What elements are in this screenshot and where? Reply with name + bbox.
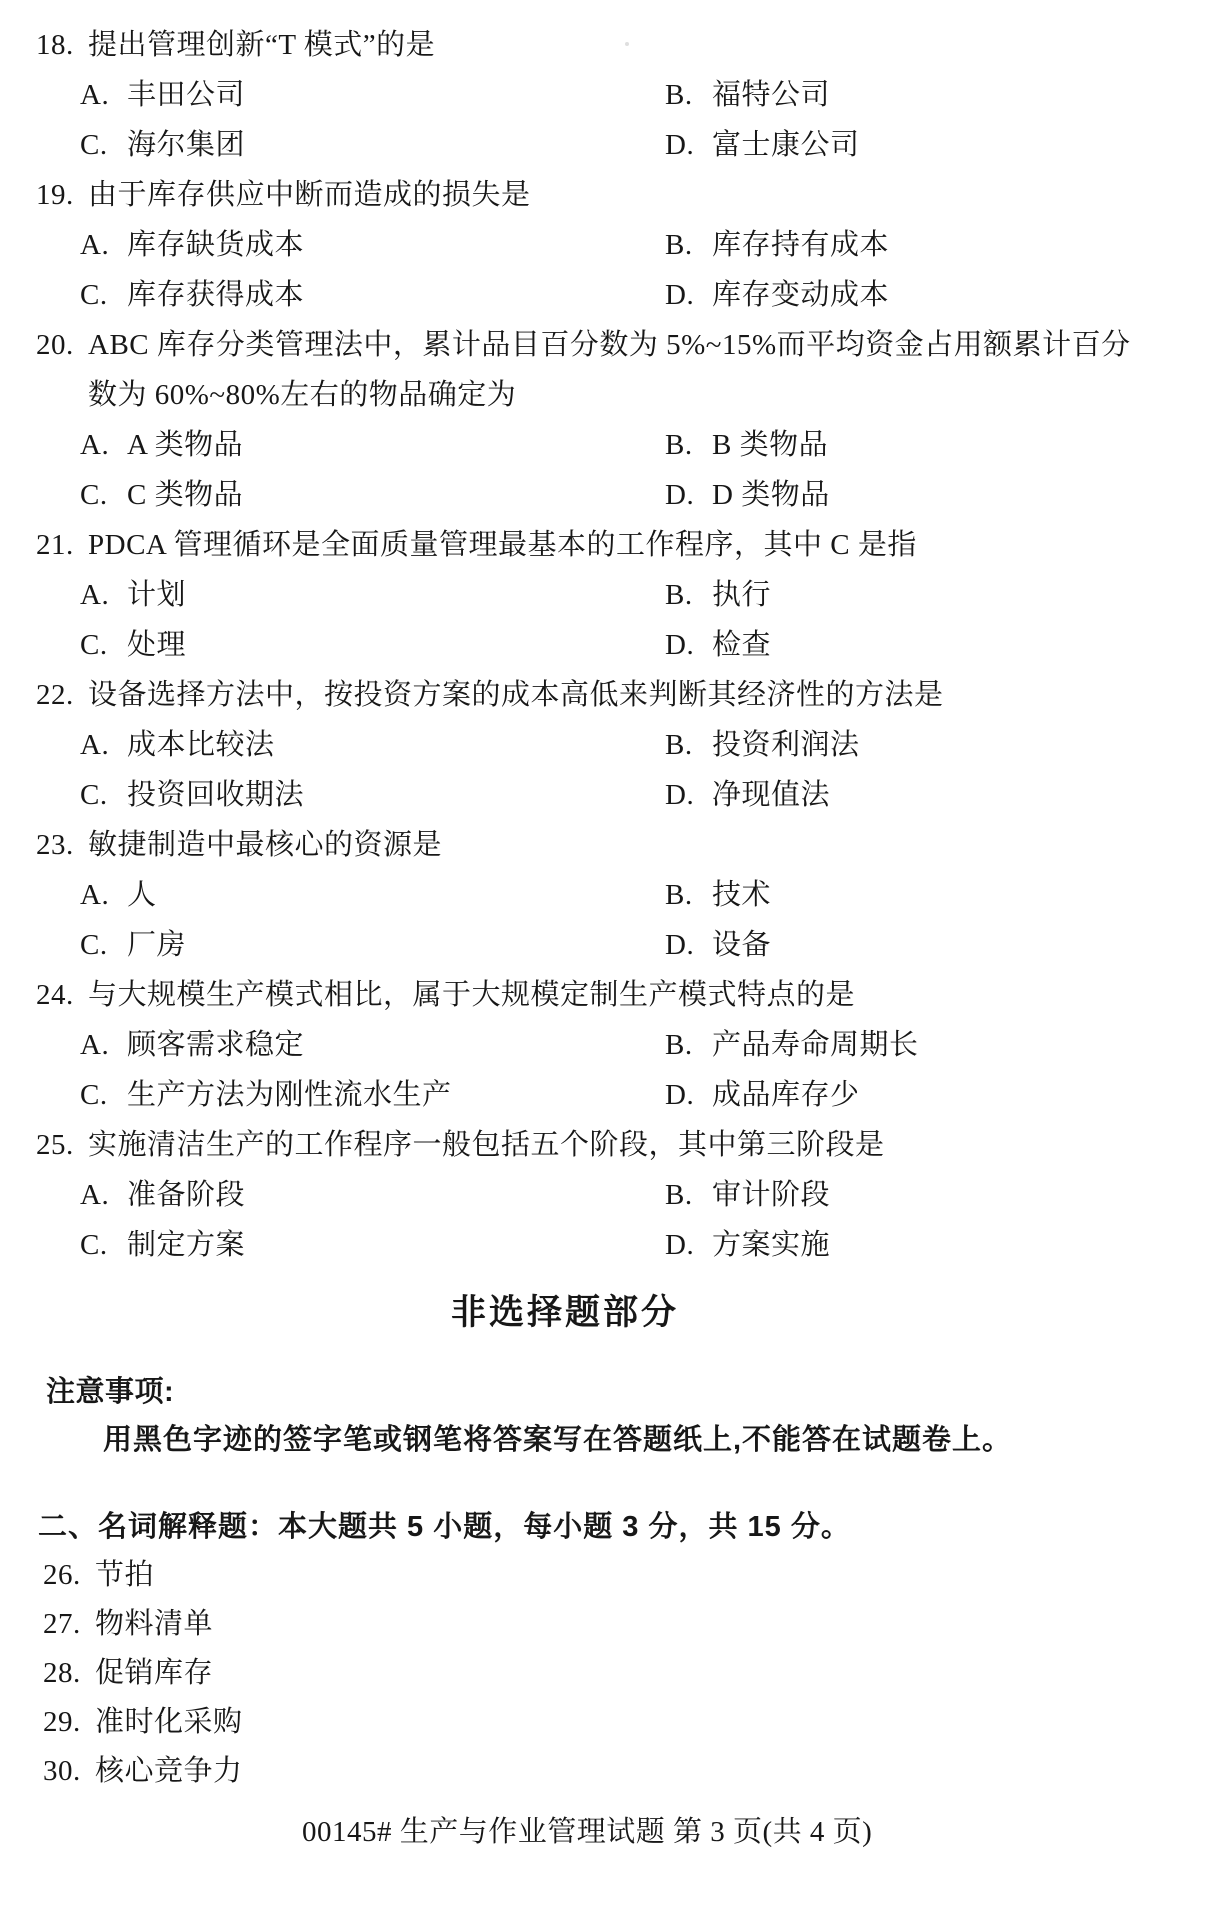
- term-number: 29.: [43, 1706, 81, 1738]
- scan-speck: [625, 42, 629, 46]
- option-text: 库存持有成本: [712, 229, 890, 261]
- option-letter: A.: [80, 79, 110, 111]
- question-number: 23.: [36, 829, 74, 861]
- option-text: 顾客需求稳定: [127, 1029, 305, 1061]
- option-letter: D.: [665, 779, 695, 811]
- option-text: 制定方案: [127, 1229, 246, 1261]
- option-text: 设备: [712, 929, 772, 961]
- option-letter: B.: [665, 579, 693, 611]
- term-number: 30.: [43, 1755, 81, 1787]
- option-text: 成本比较法: [127, 729, 275, 761]
- option: [80, 627, 186, 663]
- question-stem-text: 提出管理创新“T 模式”的是: [88, 29, 436, 61]
- option: [80, 1177, 245, 1213]
- option: [80, 727, 275, 763]
- option-letter: A.: [80, 1179, 110, 1211]
- question-number: 18.: [36, 29, 74, 61]
- option-letter: C.: [80, 1229, 108, 1261]
- option-letter: B.: [665, 79, 693, 111]
- option: [665, 777, 830, 813]
- option: [665, 577, 771, 613]
- question-stem-text: PDCA 管理循环是全面质量管理最基本的工作程序，其中 C 是指: [88, 529, 917, 561]
- question-stem-text: 设备选择方法中，按投资方案的成本高低来判断其经济性的方法是: [88, 679, 944, 711]
- option-letter: B.: [665, 729, 693, 761]
- option-text: 库存缺货成本: [127, 229, 305, 261]
- question-stem-text: 敏捷制造中最核心的资源是: [88, 829, 443, 861]
- term-text: 促销库存: [95, 1657, 214, 1689]
- term-text: 准时化采购: [95, 1706, 243, 1738]
- option-letter: D.: [665, 1229, 695, 1261]
- option-letter: A.: [80, 579, 110, 611]
- option: [665, 1077, 860, 1113]
- option-letter: C.: [80, 629, 108, 661]
- option-letter: D.: [665, 129, 695, 161]
- option-letter: D.: [665, 479, 695, 511]
- option-letter: B.: [665, 1029, 693, 1061]
- option-letter: A.: [80, 429, 110, 461]
- option-text: 厂房: [127, 929, 187, 961]
- option: [665, 477, 830, 513]
- option-text: 检查: [712, 629, 772, 661]
- term-text: 节拍: [95, 1559, 155, 1591]
- option: [665, 727, 860, 763]
- option: [665, 1177, 830, 1213]
- option: [80, 877, 157, 913]
- question-stem-text: 实施清洁生产的工作程序一般包括五个阶段，其中第三阶段是: [88, 1129, 885, 1161]
- term-number: 27.: [43, 1608, 81, 1640]
- option-letter: B.: [665, 879, 693, 911]
- option-letter: A.: [80, 229, 110, 261]
- notice-text: 用黑色字迹的签字笔或钢笔将答案写在答题纸上,不能答在试题卷上。: [103, 1424, 1013, 1456]
- option: [80, 927, 186, 963]
- option-text: 库存变动成本: [712, 279, 890, 311]
- option: [80, 577, 186, 613]
- option-letter: C.: [80, 1079, 108, 1111]
- option: [80, 77, 245, 113]
- option-text: 准备阶段: [127, 1179, 246, 1211]
- option: [80, 127, 245, 163]
- option-text: 技术: [712, 879, 772, 911]
- question-number: 22.: [36, 679, 74, 711]
- option-letter: C.: [80, 129, 108, 161]
- option: [665, 877, 771, 913]
- option: [80, 1077, 452, 1113]
- option-text: 生产方法为刚性流水生产: [127, 1079, 452, 1111]
- option-letter: A.: [80, 1029, 110, 1061]
- option: [665, 277, 889, 313]
- option: [665, 427, 828, 463]
- option: [80, 1027, 304, 1063]
- option-text: 方案实施: [712, 1229, 831, 1261]
- term-number: 28.: [43, 1657, 81, 1689]
- option: [80, 277, 304, 313]
- option: [665, 227, 889, 263]
- question-stem-text: ABC 库存分类管理法中，累计品目百分数为 5%~15%而平均资金占用额累计百分: [88, 329, 1131, 361]
- option-letter: A.: [80, 729, 110, 761]
- option: [80, 777, 304, 813]
- option-text: 净现值法: [712, 779, 831, 811]
- option-text: C 类物品: [127, 479, 244, 511]
- question-stem-text: 由于库存供应中断而造成的损失是: [88, 179, 531, 211]
- notice-label: 注意事项:: [46, 1376, 175, 1408]
- term-text: 核心竞争力: [95, 1755, 243, 1787]
- option-text: 海尔集团: [127, 129, 246, 161]
- option: [665, 1227, 830, 1263]
- option-text: 人: [127, 879, 157, 911]
- section-heading: 非选择题部分: [450, 1293, 679, 1332]
- option: [80, 477, 243, 513]
- option-letter: D.: [665, 929, 695, 961]
- option-text: 库存获得成本: [127, 279, 305, 311]
- option-letter: B.: [665, 429, 693, 461]
- question-number: 20.: [36, 329, 74, 361]
- term-text: 物料清单: [95, 1608, 214, 1640]
- option-text: D 类物品: [712, 479, 830, 511]
- option-text: 丰田公司: [127, 79, 246, 111]
- question-number: 25.: [36, 1129, 74, 1161]
- option-letter: D.: [665, 629, 695, 661]
- option-letter: D.: [665, 279, 695, 311]
- option-text: 富士康公司: [712, 129, 860, 161]
- option-text: 投资利润法: [712, 729, 860, 761]
- option: [80, 427, 243, 463]
- question-stem-text: 与大规模生产模式相比，属于大规模定制生产模式特点的是: [88, 979, 856, 1011]
- option-text: 投资回收期法: [127, 779, 305, 811]
- option-text: 计划: [127, 579, 187, 611]
- option-text: 审计阶段: [712, 1179, 831, 1211]
- option-text: 处理: [127, 629, 187, 661]
- option: [665, 627, 771, 663]
- option: [80, 1227, 245, 1263]
- option-letter: D.: [665, 1079, 695, 1111]
- option: [665, 77, 830, 113]
- question-number: 21.: [36, 529, 74, 561]
- option: [665, 1027, 919, 1063]
- page-footer: 00145# 生产与作业管理试题 第 3 页(共 4 页): [302, 1816, 873, 1848]
- question-number: 19.: [36, 179, 74, 211]
- option-text: 福特公司: [712, 79, 831, 111]
- option: [665, 927, 771, 963]
- option-letter: C.: [80, 929, 108, 961]
- option-letter: B.: [665, 229, 693, 261]
- option-letter: B.: [665, 1179, 693, 1211]
- section-two-title: 二、名词解释题：本大题共 5 小题，每小题 3 分，共 15 分。: [38, 1511, 851, 1543]
- option-text: A 类物品: [127, 429, 244, 461]
- question-number: 24.: [36, 979, 74, 1011]
- option-letter: C.: [80, 479, 108, 511]
- term-number: 26.: [43, 1559, 81, 1591]
- option: [665, 127, 860, 163]
- option-text: 产品寿命周期长: [712, 1029, 919, 1061]
- option-letter: A.: [80, 879, 110, 911]
- question-stem-text: 数为 60%~80%左右的物品确定为: [88, 379, 517, 411]
- option-letter: C.: [80, 279, 108, 311]
- option-letter: C.: [80, 779, 108, 811]
- option-text: 执行: [712, 579, 772, 611]
- option-text: B 类物品: [712, 429, 829, 461]
- option: [80, 227, 304, 263]
- option-text: 成品库存少: [712, 1079, 860, 1111]
